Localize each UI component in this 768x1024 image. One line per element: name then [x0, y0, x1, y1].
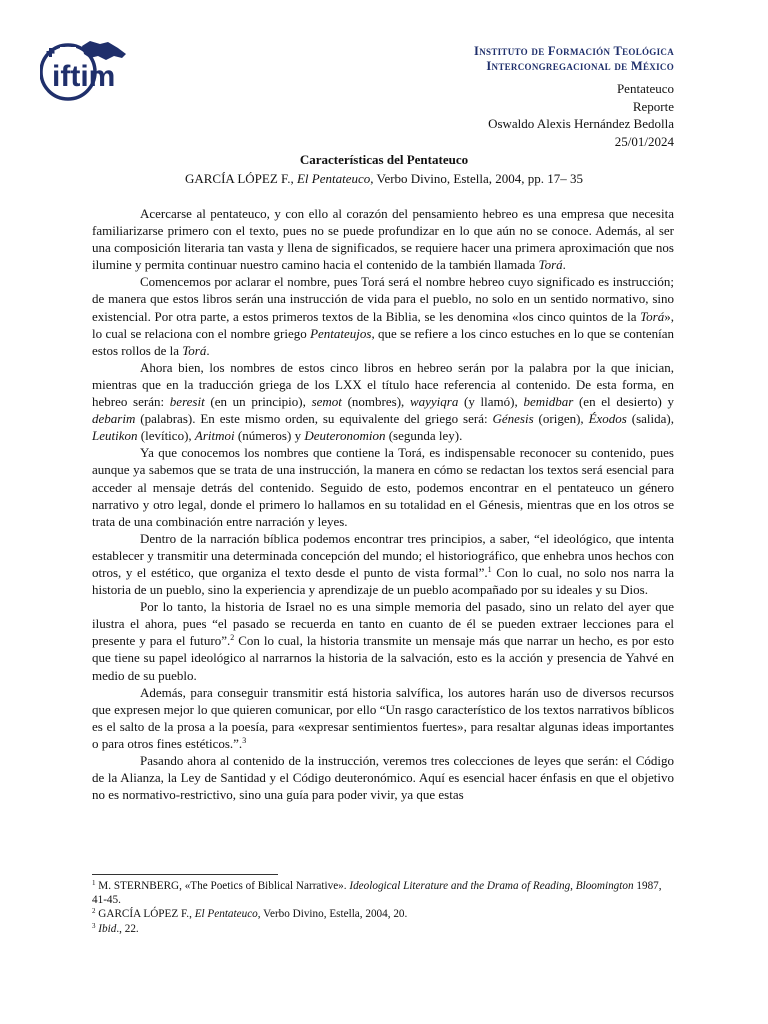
paragraph-7: Además, para conseguir transmitir está historia salvífica, los autores harán uso de diversos recursos que expresen mejor lo que quieren comunicar, por ello “Un rasgo característico de los textos narrativos bíblicos es el salto de la prosa a la poesía, para «expresar sentimientos fuertes», para resaltar algunas ideas importantes o para otros fines estéticos.”.$^3$: [92, 684, 674, 751]
footnote-ref-1: 1: [487, 564, 492, 574]
bibliographic-reference: [0, 170, 768, 187]
footnotes: [92, 879, 674, 936]
paragraph-4: Ya que conocemos los nombres que contiene la Torá, es indispensable reconocer su contenido, pues aunque ya sabemos que se trata de una instrucción, la manera en cómo se redactan los textos será esencial para acceder al mensaje detrás del contenido. Seguido de esto, podemos encontrar en el pentateuco un género narrativo y otro legal, donde el primero lo hallamos en su totalidad en el Génesis, mientras que en los otros se trata de una combinación entre narración y leyes.: [92, 445, 674, 529]
footnote-divider: [92, 874, 278, 875]
paragraph-6: Por lo tanto, la historia de Israel no es una simple memoria del pasado, sino un relato del ayer que ilustra el ahora, pues “el pasado se recuerda en tanto en cuanto de él se pueden extraer lecciones para el presente y para el futuro”.$^2$ Con lo cual, la historia transmite un mensaje más que narrar un hecho, es por esto que tiene su papel ideológico al narrarnos la historia de la salvación, esto es la acción y presencia de Yahvé en medio de su pueblo.: [92, 599, 674, 683]
document-title: Características del Pentateuco: [299, 152, 469, 167]
meta-author: Oswaldo Alexis Hernández Bedolla: [488, 116, 674, 131]
footnote-2: $^2$ GARCÍA LÓPEZ F., El Pentateuco, Verbo Divino, Estella, 2004, 20.: [92, 907, 408, 921]
body-text: [92, 205, 674, 803]
institute-line-2: Intercongregacional de México: [486, 59, 674, 73]
paragraph-3: Ahora bien, los nombres de estos cinco libros en hebreo serán por la palabra por la que inician, mientras que en la traducción griega de los LXX el título hace referencia al contenido. De esta forma, en hebreo serán: beresit (en un principio), semot (nombres), wayyiqra (y llamó), bemidbar (en el desierto) y debarim (palabras). En este mismo orden, su equivalente del griego será: Génesis (origen), Éxodos (salida), Leutikon (levítico), Aritmoi (números) y Deuteronomion (segunda ley).: [92, 359, 674, 444]
paragraph-1: Acercarse al pentateuco, y con ello al corazón del pensamiento hebreo es una empresa que necesita familiarizarse primero con el texto, pues no se puede profundizar en lo que aún no se conoce. Además, al ser una composición literaria tan vasta y llena de significados, se requiere hacer una primera aproximación que nos ilumine y permita continuar nuestro camino hacia el contenido de la también llamada Torá.: [92, 206, 674, 273]
footnote-1: $^1$ M. STERNBERG, «The Poetics of Biblical Narrative». Ideological Literature and the Drama of Reading, Bloomington 1987, 41-45.: [92, 879, 662, 907]
paragraph-8: Pasando ahora al contenido de la instrucción, veremos tres colecciones de leyes que serán: el Código de la Alianza, la Ley de Santidad y el Código deuteronómico. Aquí es esencial hacer énfasis en que el objetivo no es normativo-restrictivo, sino una guía para poder vivir, ya que estas: [92, 753, 674, 803]
paragraph-5: Dentro de la narración bíblica podemos encontrar tres principios, a saber, “el ideológico, que intenta establecer y transmitir una determinada concepción del mundo; el historiográfico, que enhebra unos hechos con otros, y el estético, que organiza el texto desde el punto de vista formal”.$^1$ Con lo cual, no solo nos narra la historia de un pueblo, sino la experiencia y aprendizaje de un pueblo acompañado por su ideales y su Dios.: [92, 530, 674, 598]
institute-line-1: Instituto de Formación Teológica: [474, 44, 674, 58]
document-meta: [488, 80, 674, 150]
paragraph-2: Comencemos por aclarar el nombre, pues Torá será el nombre hebreo cuyo significado es instrucción; de manera que estos libros serán una instrucción de vida para el pueblo, no solo en un sentido normativo, sino existencial. Por otra parte, a estos primeros textos de la Biblia, se les denomina «los cinco quintos de la Torá», lo cual se relaciona con el nombre griego Pentateujos, que se refiere a los cinco estuches en lo que se contenían estos rollos de la Torá.: [92, 274, 674, 358]
footnote-ref-3: 3: [242, 735, 247, 745]
logo-text: iftim: [52, 60, 116, 93]
reference-work: El Pentateuco: [296, 171, 371, 186]
reference-details: , Verbo Divino, Estella, 2004, pp. 17– 35: [370, 171, 584, 186]
footnote-ref-2: 2: [230, 633, 235, 643]
institute-name: [474, 44, 674, 74]
meta-date: 25/01/2024: [614, 133, 674, 149]
meta-doc-type: Reporte: [632, 98, 674, 114]
meta-subject: Pentateuco: [616, 81, 674, 96]
iftim-logo: [40, 36, 140, 106]
reference-author: GARCÍA LÓPEZ F.,: [184, 171, 297, 186]
footnote-3: $^3$ Ibid., 22.: [92, 921, 139, 935]
